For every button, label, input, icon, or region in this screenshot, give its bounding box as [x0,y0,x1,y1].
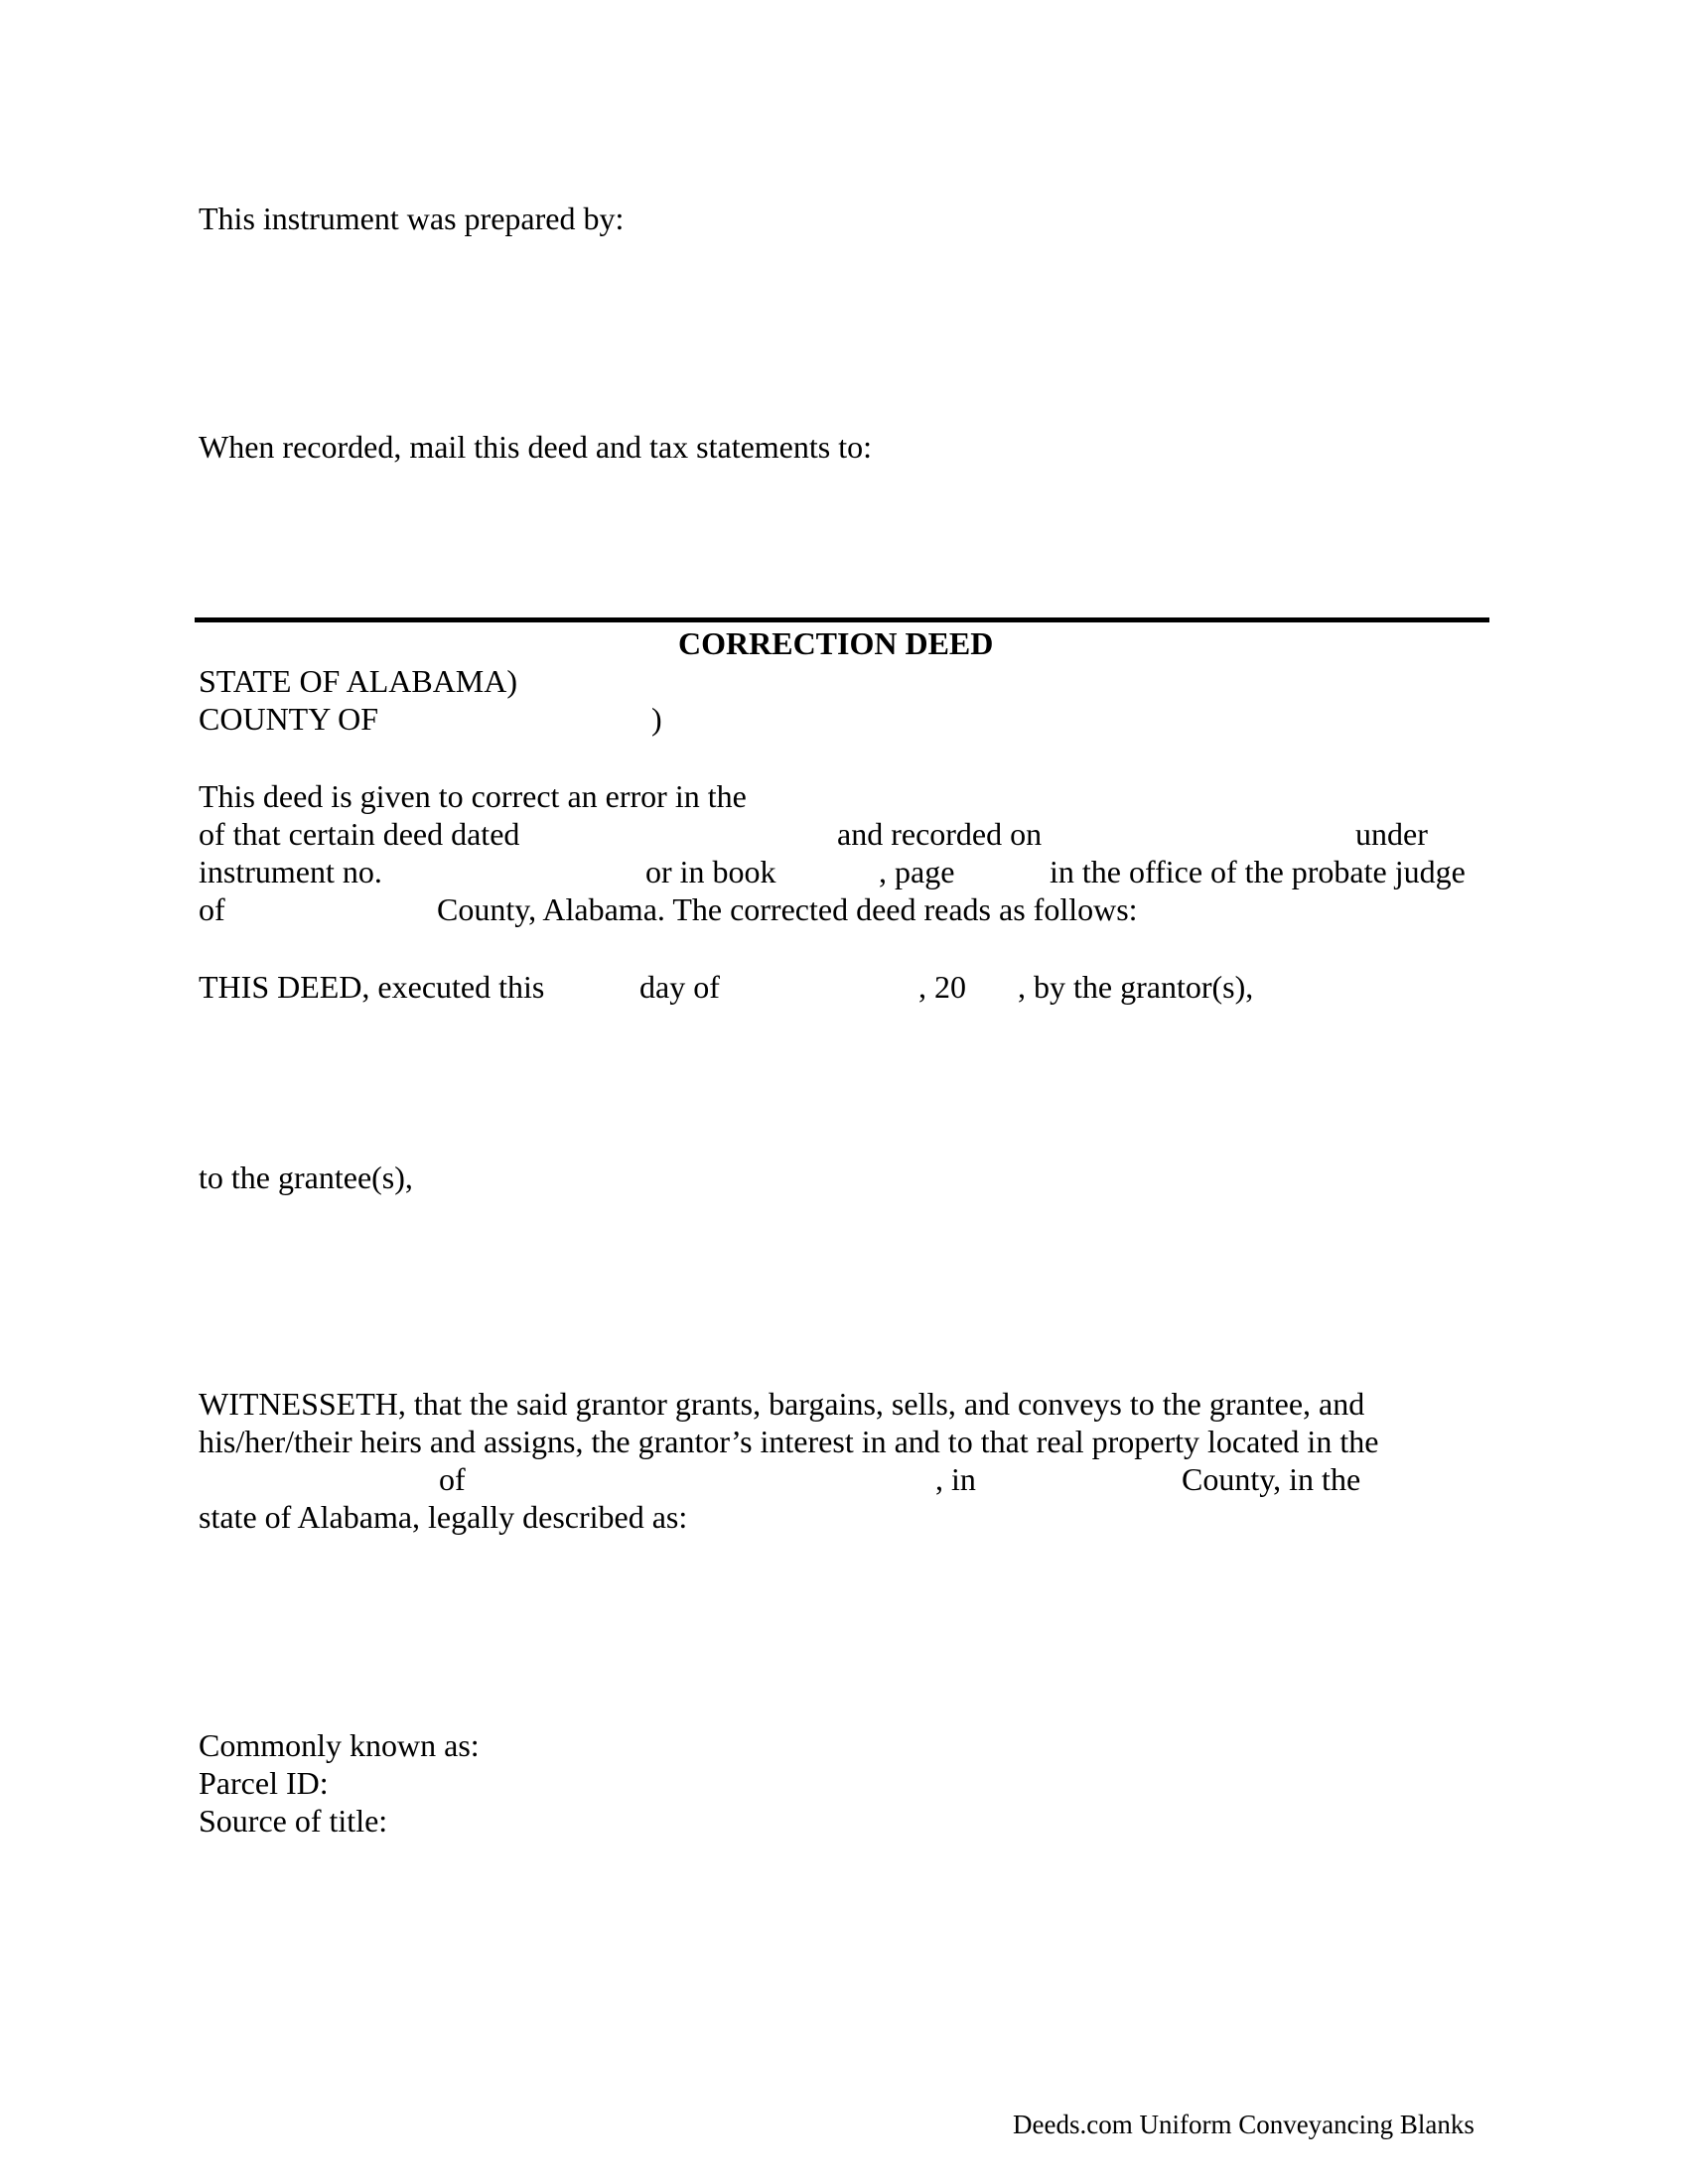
witness-line-3a: of [439,1461,466,1497]
witness-line-3c: County, in the [1182,1461,1361,1497]
correction-line-3d: in the office of the probate judge [1050,854,1466,889]
divider-rule [195,617,1489,622]
correction-line-2c: under [1355,816,1428,852]
correction-line-3a: instrument no. [199,854,382,889]
execution-line-c: , 20 [918,969,966,1005]
source-of-title-label: Source of title: [199,1803,388,1839]
state-line: STATE OF ALABAMA) [199,663,518,699]
witness-line-1: WITNESSETH, that the said grantor grants, bargains, sells, and conveys to the grantee, and [199,1386,1365,1422]
mail-to-label: When recorded, mail this deed and tax statements to: [199,429,872,465]
correction-line-4a: of [199,891,225,927]
grantee-label: to the grantee(s), [199,1160,413,1195]
footer-text: Deeds.com Uniform Conveyancing Blanks [1013,2110,1475,2139]
correction-line-2b: and recorded on [837,816,1043,852]
execution-line-d: , by the grantor(s), [1018,969,1254,1005]
prepared-by-label: This instrument was prepared by: [199,201,625,236]
correction-line-3c: , page [879,854,955,889]
correction-line-2a: of that certain deed dated [199,816,520,852]
commonly-known-label: Commonly known as: [199,1727,480,1763]
deed-title: CORRECTION DEED [678,625,994,661]
county-paren: ) [651,701,662,737]
correction-line-4b: County, Alabama. The corrected deed reads as follows: [437,891,1138,927]
witness-line-4: state of Alabama, legally described as: [199,1499,688,1535]
witness-line-3b: , in [935,1461,976,1497]
correction-line-1: This deed is given to correct an error in the [199,778,747,814]
execution-line-a: THIS DEED, executed this [199,969,545,1005]
parcel-id-label: Parcel ID: [199,1765,329,1801]
correction-line-3b: or in book [645,854,776,889]
witness-line-2: his/her/their heirs and assigns, the grantor’s interest in and to that real property located in the [199,1424,1379,1459]
execution-line-b: day of [639,969,720,1005]
county-label: COUNTY OF [199,701,379,737]
